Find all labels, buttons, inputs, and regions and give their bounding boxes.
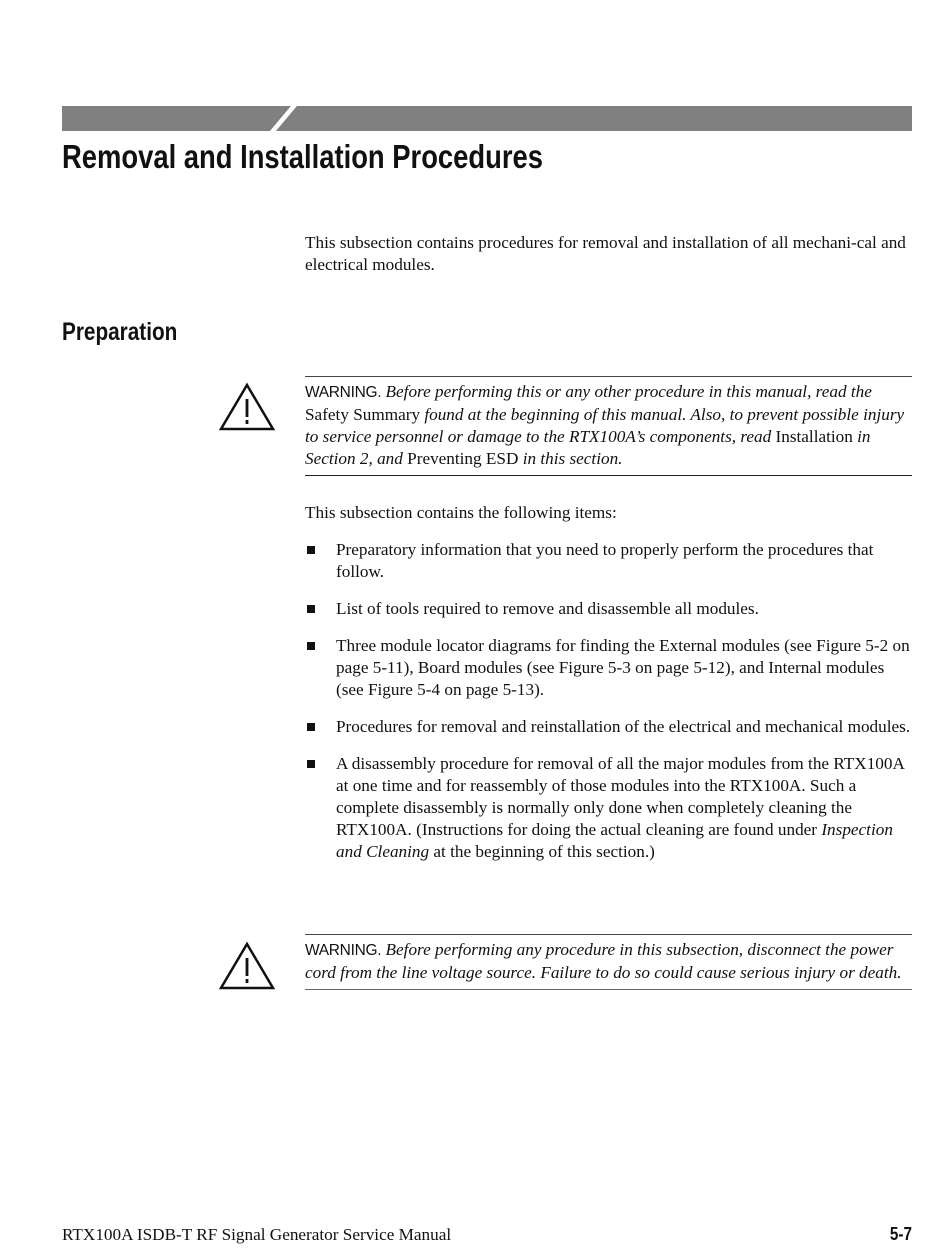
installation-ref: Installation xyxy=(775,427,853,446)
list-item-text: Procedures for removal and reinstallation of the electrical and mechanical modules. xyxy=(336,717,911,736)
inspection-cleaning-ref: Inspection and Cleaning xyxy=(336,820,893,861)
list-item-text: Three module locator diagrams for finding the External modules (see Figure 5-2 on page 5-11), Board modules (see Figure 5-3 on page 5-12), and Internal modules (see Figure 5-4 on page 5-13). xyxy=(336,636,910,699)
warning-box-2 xyxy=(305,934,912,990)
bullet-square-icon xyxy=(307,760,315,768)
list-item xyxy=(305,635,912,701)
list-item xyxy=(305,753,912,863)
items-list xyxy=(305,539,912,863)
list-item xyxy=(305,539,912,583)
list-item xyxy=(305,598,912,620)
section-heading: Preparation xyxy=(62,318,178,346)
warning-text: Before performing this or any other procedure in this manual, read the xyxy=(381,382,872,401)
intro-paragraph xyxy=(305,232,912,276)
safety-summary-ref: Safety Summary xyxy=(305,405,421,424)
intro-text: This subsection contains procedures for removal and installation of all mechani-cal and electrical modules. xyxy=(305,233,906,274)
warning-label: WARNING. xyxy=(305,942,382,959)
warning-box-1 xyxy=(305,376,912,476)
warning-triangle-icon xyxy=(218,382,276,432)
bullet-square-icon xyxy=(307,605,315,613)
preventing-esd-ref: Preventing ESD xyxy=(407,449,519,468)
page-title: Removal and Installation Procedures xyxy=(62,138,543,175)
bullet-square-icon xyxy=(307,642,315,650)
list-item-text: at the beginning of this section.) xyxy=(429,842,655,861)
warning-label: WARNING. xyxy=(305,384,382,401)
footer-manual-title: RTX100A ISDB-T RF Signal Generator Service Manual xyxy=(62,1225,452,1244)
bullet-square-icon xyxy=(307,546,315,554)
warning-text: Before performing any procedure in this subsection, disconnect the power cord from the line voltage source. Failure to do so could cause serious injury or death. xyxy=(305,940,902,982)
warning-triangle-icon xyxy=(218,941,276,991)
list-item-text: List of tools required to remove and disassemble all modules. xyxy=(336,599,759,618)
warning-text: in Section 2, and xyxy=(305,427,871,468)
items-intro: This subsection contains the following items: xyxy=(305,503,617,522)
list-item-text: A disassembly procedure for removal of all the major modules from the RTX100A at one time and for reassembly of those modules into the RTX100A. Such a complete disassembly is normally only done when completely cleaning the RTX100A. (Instructions for doing the actual cleaning are found under xyxy=(336,754,904,839)
bullet-square-icon xyxy=(307,723,315,731)
list-item xyxy=(305,716,912,738)
page-number: 5-7 xyxy=(889,1224,912,1244)
items-section xyxy=(305,502,912,878)
warning-text: found at the beginning of this manual. Also, to prevent possible injury to service personnel or damage to the RTX100A’s components, read xyxy=(305,405,905,446)
list-item-text: Preparatory information that you need to properly perform the procedures that follow. xyxy=(336,540,874,581)
warning-text: in this section. xyxy=(518,449,623,468)
section-header-bar xyxy=(62,106,912,131)
